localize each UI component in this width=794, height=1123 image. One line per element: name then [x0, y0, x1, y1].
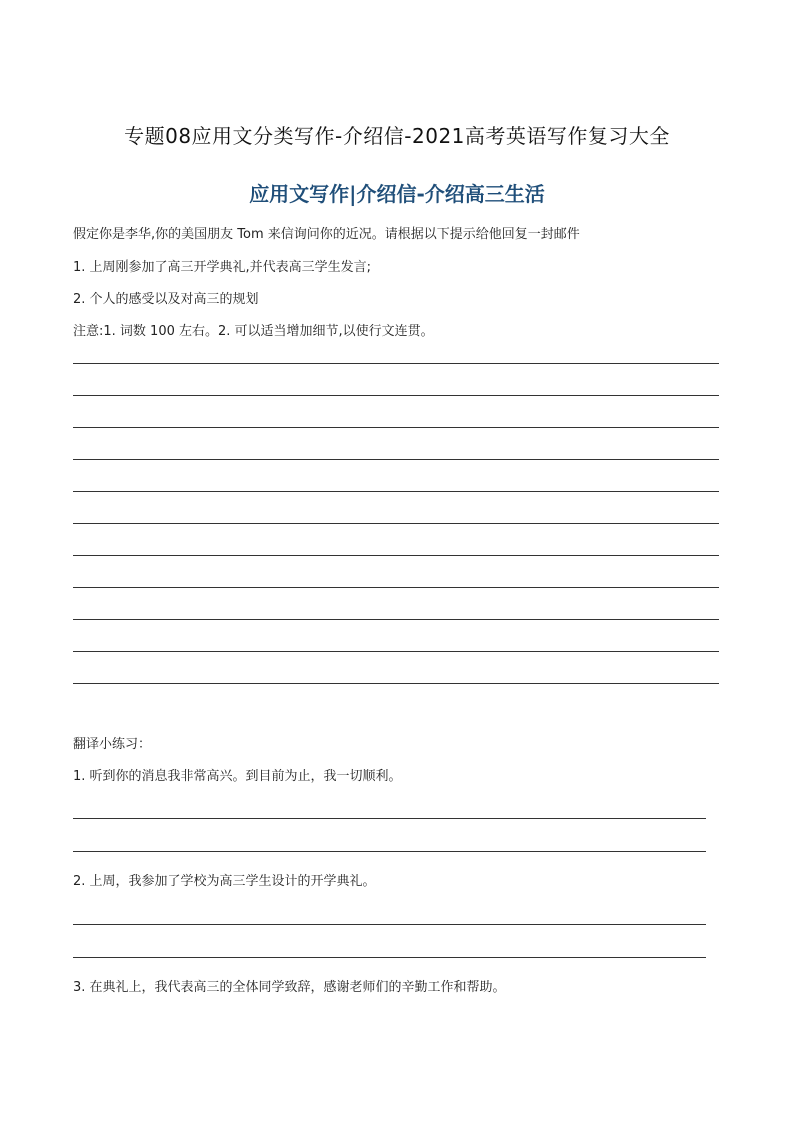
writing-line-11: [73, 683, 719, 684]
document-subtitle: 应用文写作|介绍信-介绍高三生活: [249, 182, 545, 206]
translation-heading: 翻译小练习：: [73, 737, 152, 752]
writing-line-4: [73, 459, 719, 460]
translation-item-2: 2. 上周，我参加了学校为高三学生设计的开学典礼。: [73, 874, 376, 889]
translation-item-1: 1. 听到你的消息我非常高兴。到目前为止，我一切顺利。: [73, 769, 402, 784]
writing-line-6: [73, 523, 719, 524]
answer-line-2: [73, 851, 706, 852]
writing-line-2: [73, 395, 719, 396]
writing-line-9: [73, 619, 719, 620]
answer-line-2: [73, 957, 706, 958]
writing-line-3: [73, 427, 719, 428]
translation-item-3: 3. 在典礼上，我代表高三的全体同学致辞，感谢老师们的辛勤工作和帮助。: [73, 980, 506, 995]
answer-line-1: [73, 924, 706, 925]
prompt-note: 注意:1. 词数 100 左右。2. 可以适当增加细节,以使行文连贯。: [73, 324, 434, 339]
prompt-point-2: 2. 个人的感受以及对高三的规划: [73, 292, 259, 307]
writing-line-10: [73, 651, 719, 652]
writing-line-8: [73, 587, 719, 588]
writing-line-1: [73, 363, 719, 364]
writing-line-7: [73, 555, 719, 556]
prompt-point-1: 1. 上周刚参加了高三开学典礼,并代表高三学生发言;: [73, 260, 372, 275]
document-title: 专题08应用文分类写作-介绍信-2021高考英语写作复习大全: [124, 124, 670, 148]
writing-line-5: [73, 491, 719, 492]
prompt-intro: 假定你是李华,你的美国朋友 Tom 来信询问你的近况。请根据以下提示给他回复一封邮件: [73, 227, 580, 242]
answer-line-1: [73, 818, 706, 819]
